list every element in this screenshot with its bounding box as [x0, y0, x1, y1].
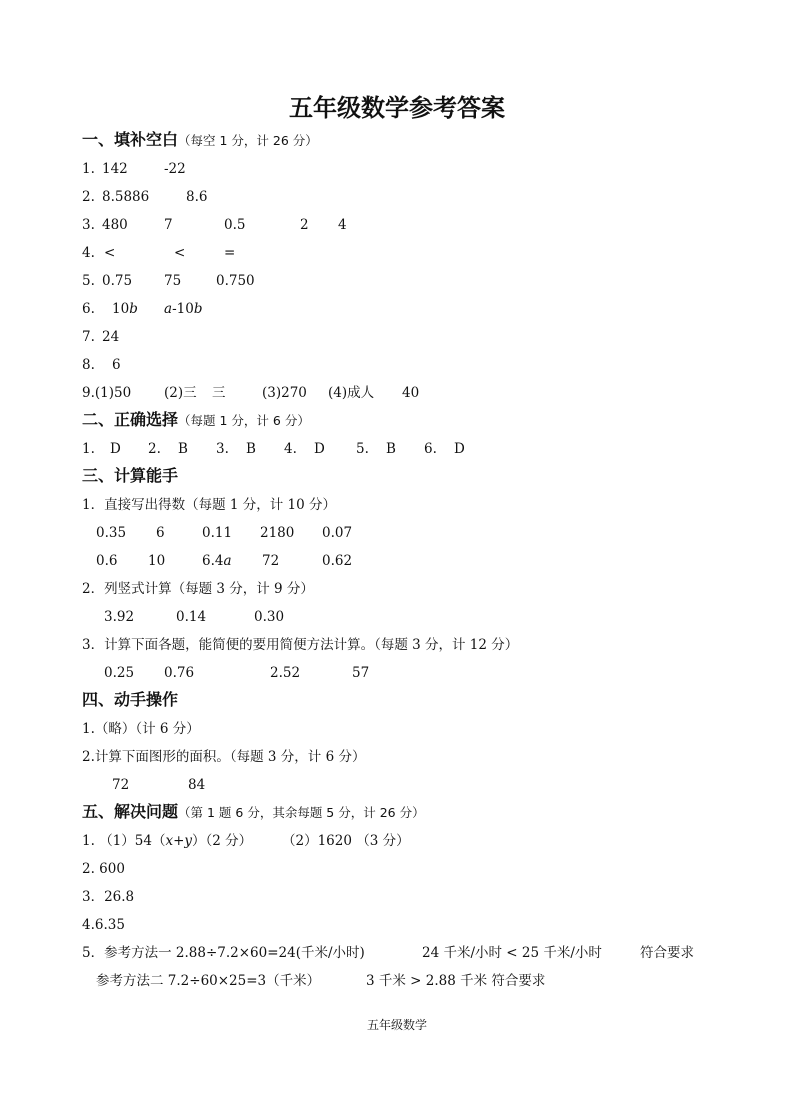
answer: [164, 300, 202, 318]
num: 2.: [148, 441, 161, 457]
answer: 三: [212, 385, 226, 401]
operation-question-2: 2.计算下面图形的面积。（每题 3 分，计 6 分）: [82, 749, 366, 765]
answer: B: [246, 441, 256, 457]
answer: [202, 552, 232, 570]
answer: （2）1620 （3 分）: [282, 833, 410, 849]
answer-text: ）（2 分）: [192, 833, 253, 849]
answer-variable: a: [164, 301, 173, 317]
section-2-heading: [82, 411, 310, 430]
section-1-title: 一、填补空白: [82, 130, 179, 149]
answer: 7: [164, 217, 173, 233]
answer-variable: a: [223, 553, 232, 569]
answer-text: （1）54（: [99, 833, 166, 849]
num: 1.: [82, 833, 95, 849]
answer: 40: [402, 385, 420, 401]
answer: 参考方法二 7.2÷60×25=3（千米）: [96, 973, 321, 989]
answer: 84: [188, 777, 206, 793]
answer: 2.52: [270, 665, 301, 681]
answer-variable: b: [193, 301, 203, 317]
answer: 符合要求: [640, 945, 694, 961]
answer-variable: b: [129, 301, 138, 317]
answer: 57: [352, 665, 370, 681]
answer: 0.62: [322, 553, 353, 569]
answer: 0.07: [322, 525, 353, 541]
answer: (3)270: [262, 385, 307, 401]
answer: (2)三: [164, 385, 197, 401]
section-2-title: 二、正确选择: [82, 410, 179, 429]
page-footer: 五年级数学: [366, 1018, 427, 1032]
answer-text: +: [173, 833, 185, 849]
answer: D: [314, 441, 325, 457]
answer: 9.(1)50: [82, 385, 132, 401]
section-3-heading: 三、计算能手: [82, 466, 179, 485]
answer: [82, 832, 252, 850]
section-2-note: （每题 1 分，计 6 分）: [178, 413, 310, 428]
num: 6.: [424, 441, 437, 457]
section-5-note: （第 1 题 6 分，其余每题 5 分，计 26 分）: [178, 805, 425, 820]
answer-number: 6.4: [202, 553, 224, 569]
answer: 0.35: [96, 525, 127, 541]
section-5-title: 五、解决问题: [82, 802, 179, 821]
answer: [112, 300, 138, 318]
page-title: 五年级数学参考答案: [289, 94, 505, 122]
operation-question-1: 1.（略）（计 6 分）: [82, 721, 200, 737]
answer: 24: [102, 329, 120, 345]
answer-variable: y: [184, 833, 193, 849]
answer: 3 千米 > 2.88 千米 符合要求: [366, 973, 546, 989]
answer: 0.75: [102, 273, 133, 289]
answer: 8.6: [186, 189, 208, 205]
answer: B: [178, 441, 188, 457]
answer: 0.11: [202, 525, 233, 541]
problem-2: 2. 600: [82, 861, 125, 877]
answer: 0.30: [254, 609, 285, 625]
answer: <: [174, 245, 186, 261]
answer: 0.25: [104, 665, 135, 681]
num: 8.: [82, 357, 95, 373]
num: 4.: [284, 441, 297, 457]
answer: 72: [262, 553, 280, 569]
answer-number: -10: [172, 301, 194, 317]
answer: (4)成人: [328, 385, 375, 401]
answer: -22: [164, 161, 186, 177]
answer: 8.5886: [102, 189, 150, 205]
answer: 0.750: [216, 273, 255, 289]
calc-question-2: 2．列竖式计算（每题 3 分，计 9 分）: [82, 581, 314, 597]
answer: 4: [338, 217, 347, 233]
answer: 10: [148, 553, 166, 569]
num: 2.: [82, 189, 95, 205]
calc-question-1: 1．直接写出得数（每题 1 分，计 10 分）: [82, 497, 337, 513]
num: 1.: [82, 441, 95, 457]
answer: D: [454, 441, 465, 457]
num: 5.: [356, 441, 369, 457]
num: 1.: [82, 161, 95, 177]
answer: =: [224, 245, 236, 261]
answer: 0.5: [224, 217, 246, 233]
answer: 3.92: [104, 609, 135, 625]
answer: 72: [112, 777, 130, 793]
answer: 480: [102, 217, 128, 233]
answer: 142: [102, 161, 128, 177]
section-5-heading: [82, 803, 425, 822]
answer: D: [110, 441, 121, 457]
problem-4: 4.6.35: [82, 917, 125, 933]
answer-variable: x: [165, 833, 174, 849]
answer: 24 千米/小时 < 25 千米/小时: [422, 945, 602, 961]
calc-question-3: 3．计算下面各题，能简便的要用简便方法计算。（每题 3 分，计 12 分）: [82, 637, 519, 653]
answer: 0.14: [176, 609, 207, 625]
answer: 2: [300, 217, 309, 233]
answer: 0.76: [164, 665, 195, 681]
answer: 6: [112, 357, 121, 373]
num: 6.: [82, 301, 95, 317]
answer: 0.6: [96, 553, 118, 569]
section-1-heading: [82, 131, 318, 150]
answer: <: [104, 245, 116, 261]
num: 5.: [82, 273, 95, 289]
num: 3.: [82, 217, 95, 233]
answer: 6: [156, 525, 165, 541]
problem-3: 3．26.8: [82, 889, 135, 905]
num: 7.: [82, 329, 95, 345]
section-4-heading: 四、动手操作: [82, 690, 179, 709]
num: 4.: [82, 245, 95, 261]
answer: B: [386, 441, 396, 457]
answer: 75: [164, 273, 182, 289]
answer-number: 10: [112, 301, 130, 317]
section-1-note: （每空 1 分，计 26 分）: [178, 133, 318, 148]
answer: 5．参考方法一 2.88÷7.2×60=24(千米/小时): [82, 945, 365, 961]
answer: 2180: [260, 525, 295, 541]
num: 3.: [216, 441, 229, 457]
